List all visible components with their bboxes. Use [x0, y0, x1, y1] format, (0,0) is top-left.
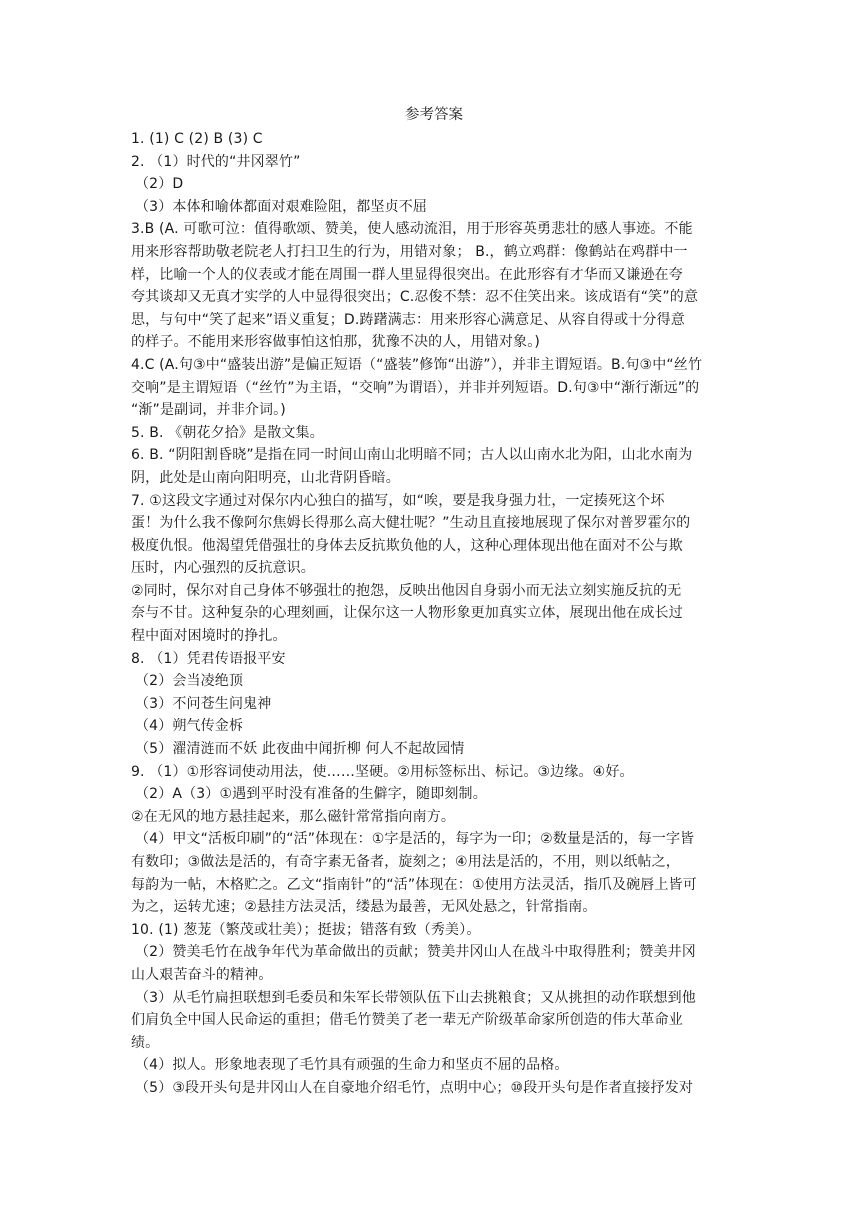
answer-body — [131, 128, 743, 1100]
answer-line: 阴，此处是山南向阳明亮，山北背阴昏暗。 — [131, 469, 400, 486]
answer-line: 3.B (A. 可歌可泣：值得歌颂、赞美，使人感动流泪，用于形容英勇悲壮的感人事迹。不能 — [131, 221, 693, 238]
answer-line: （4）甲文“活板印刷”的“活”体现在：①字是活的，每字为一印；②数量是活的，每一字皆 — [135, 831, 695, 848]
answer-line: （3）从毛竹扁担联想到毛委员和朱军长带领队伍下山去挑粮食；又从挑担的动作联想到他 — [135, 989, 696, 1006]
answer-line: ②在无风的地方悬挂起来，那么磁针常常指向南方。 — [131, 808, 455, 825]
answer-line: 4.C (A.句③中“盛装出游”是偏正短语（“盛装”修饰“出游”），并非主谓短语。B.句③中“丝竹 — [131, 356, 703, 373]
answer-line: 思，与句中“笑了起来”语义重复；D.踌躇满志：用来形容心满意足、从容自得或十分得意 — [131, 311, 685, 328]
answer-line: （4）拟人。形象地表现了毛竹具有顽强的生命力和坚贞不屈的品格。 — [135, 1057, 569, 1074]
answer-line: （2）A（3）①遇到平时没有准备的生僻字，随即刻制。 — [135, 786, 487, 803]
answer-line: 6. B. “阴阳割昏晓”是指在同一时间山南山北明暗不同；古人以山南水北为阳，山北水南为 — [131, 447, 693, 464]
answer-line: 8. （1）凭君传语报平安 — [131, 650, 286, 667]
answer-line: （5）③段开头句是井冈山人在自豪地介绍毛竹，点明中心；⑩段开头句是作者直接抒发对 — [135, 1079, 694, 1096]
answer-line: 夸其谈却又无真才实学的人中显得很突出；C.忍俊不禁：忍不住笑出来。该成语有“笑”的意 — [131, 289, 699, 306]
answer-line: 用来形容帮助敬老院老人打扫卫生的行为，用错对象； B.，鹤立鸡群：像鹤站在鸡群中一 — [131, 243, 688, 260]
answer-line: 绩。 — [131, 1034, 160, 1051]
answer-line: （3）不问苍生问鬼神 — [135, 695, 272, 712]
answer-line: 5. B. 《朝花夕拾》是散文集。 — [131, 424, 324, 441]
answer-line: 为之，运转尤速；②悬挂方法灵活，缕悬为最善，无风处悬之，针常指南。 — [131, 899, 597, 916]
answer-line: （2）D — [135, 176, 184, 193]
answer-line: 们肩负全中国人民命运的重担；借毛竹赞美了老一辈无产阶级革命家所创造的伟大革命业 — [131, 1012, 683, 1029]
answer-line: 样，比喻一个人的仪表或才能在周围一群人里显得很突出。在此形容有才华而又谦逊在夸 — [131, 266, 683, 283]
answer-line: 奈与不甘。这种复杂的心理刻画，让保尔这一人物形象更加真实立体，展现出他在成长过 — [131, 605, 683, 622]
answer-line: 蛋！为什么我不像阿尔焦姆长得那么高大健壮呢？”生动且直接地展现了保尔对普罗霍尔的 — [131, 515, 691, 532]
answer-line: （3）本体和喻体都面对艰难险阻，都坚贞不屈 — [135, 198, 428, 215]
answer-line: 的样子。不能用来形容做事怕这怕那，犹豫不决的人，用错对象。) — [131, 334, 540, 351]
answer-line: 压时，内心强烈的反抗意识。 — [131, 560, 315, 577]
answer-line: 1. (1) C (2) B (3) C — [131, 131, 263, 147]
answer-line: 极度仇恨。他渴望凭借强壮的身体去反抗欺负他的人，这种心理体现出他在面对不公与欺 — [131, 537, 683, 554]
answer-line: 有数印；③做法是活的，有奇字素无备者，旋刻之；④用法是活的，不用，则以纸帖之， — [131, 854, 680, 870]
answer-line: “渐”是副词，并非介词。) — [131, 402, 286, 419]
answer-line: （4）朔气传金柝 — [135, 718, 244, 735]
answer-line: 山人艰苦奋斗的精神。 — [131, 966, 273, 983]
answer-line: （2）赞美毛竹在战争年代为革命做出的贡献；赞美井冈山人在战斗中取得胜利；赞美井冈 — [135, 944, 696, 961]
document-title: 参考答案 — [405, 107, 463, 123]
answer-line: 2. （1）时代的“井冈翠竹” — [131, 153, 301, 170]
answer-line: ②同时，保尔对自己身体不够强壮的抱怨，反映出他因自身弱小而无法立刻实施反抗的无 — [131, 582, 682, 599]
answer-line: 交响”是主谓短语（“丝竹”为主语，“交响”为谓语），并非并列短语。D.句③中“渐行渐远”的 — [131, 379, 700, 396]
answer-line: 7. ①这段文字通过对保尔内心独白的描写，如“唉，要是我身强力壮，一定揍死这个坏 — [131, 492, 665, 509]
answer-line: 每韵为一帖，木格贮之。乙文“指南针”的“活”体现在：①使用方法灵活，指爪及碗唇上皆可 — [131, 876, 697, 893]
answer-line: （2）会当凌绝顶 — [135, 673, 244, 690]
answer-line: （5）濯清涟而不妖 此夜曲中闻折柳 何人不起故园情 — [135, 741, 465, 758]
answer-line: 9. （1）①形容词使动用法，使……坚硬。②用标签标出、标记。③边缘。④好。 — [131, 763, 634, 780]
answer-line: 10. (1) 葱茏（繁茂或壮美）；挺拔；错落有致（秀美）。 — [131, 921, 481, 938]
answer-line: 程中面对困境时的挣扎。 — [131, 628, 287, 645]
